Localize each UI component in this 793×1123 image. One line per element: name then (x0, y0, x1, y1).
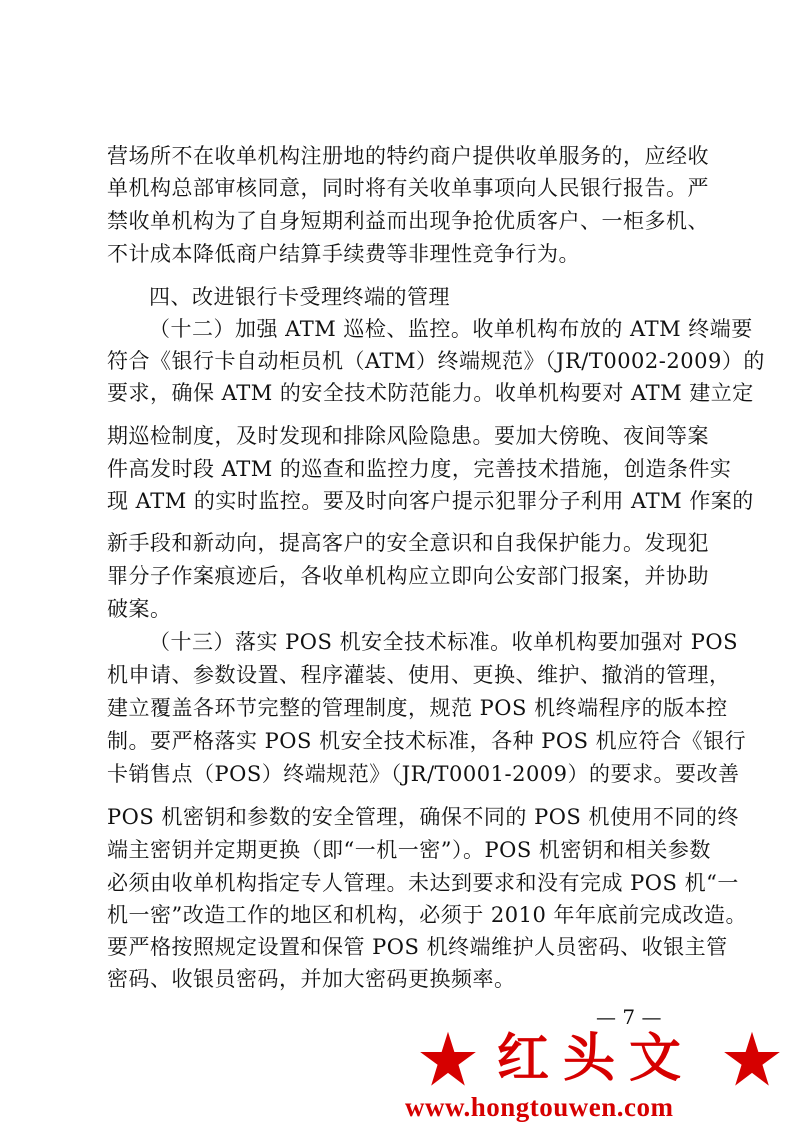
text-line: 制。要严格落实 POS 机安全技术标准，各种 POS 机应符合《银行 (107, 729, 747, 753)
text-line: 卡销售点（POS）终端规范》（JR/T0001-2009）的要求。要改善 (107, 762, 740, 786)
text-line: 机一密”改造工作的地区和机构，必须于 2010 年年底前完成改造。 (107, 903, 748, 927)
star-icon (723, 1030, 781, 1088)
watermark-banner (405, 1028, 793, 1090)
text-line: 必须由收单机构指定专人管理。未达到要求和没有完成 POS 机“一 (107, 871, 739, 895)
text-line: 要严格按照规定设置和保管 POS 机终端维护人员密码、收银主管 (107, 935, 728, 959)
text-line: 符合《银行卡自动柜员机（ATM）终端规范》（JR/T0002-2009）的 (107, 349, 765, 373)
text-line: （十三）落实 POS 机安全技术标准。收单机构要加强对 POS (149, 630, 738, 654)
text-line: 期巡检制度，及时发现和排除风险隐患。要加大傍晚、夜间等案 (107, 424, 709, 448)
star-icon (419, 1030, 477, 1088)
text-line: 新手段和新动向，提高客户的安全意识和自我保护能力。发现犯 (107, 531, 709, 555)
text-line: 建立覆盖各环节完整的管理制度，规范 POS 机终端程序的版本控 (107, 696, 728, 720)
text-line: 机申请、参数设置、程序灌装、使用、更换、维护、撤消的管理， (107, 663, 731, 687)
watermark-url: www.hongtouwen.com (405, 1092, 674, 1122)
text-line: 营场所不在收单机构注册地的特约商户提供收单服务的，应经收 (107, 144, 709, 168)
text-line: 件高发时段 ATM 的巡查和监控力度，完善技术措施，创造条件实 (107, 457, 732, 481)
section-heading: 四、改进银行卡受理终端的管理 (149, 285, 450, 309)
text-line: 不计成本降低商户结算手续费等非理性竞争行为。 (107, 242, 580, 266)
text-line: 罪分子作案痕迹后，各收单机构应立即向公安部门报案，并协助 (107, 564, 709, 588)
text-line: 端主密钥并定期更换（即“一机一密”）。POS 机密钥和相关参数 (107, 838, 711, 862)
text-line: 破案。 (107, 597, 172, 621)
text-line: 密码、收银员密码，并加大密码更换频率。 (107, 967, 516, 991)
text-line: 禁收单机构为了自身短期利益而出现争抢优质客户、一柜多机、 (107, 209, 709, 233)
watermark (405, 1028, 793, 1123)
text-line: POS 机密钥和参数的安全管理，确保不同的 POS 机使用不同的终 (107, 805, 739, 829)
text-line: 单机构总部审核同意，同时将有关收单事项向人民银行报告。严 (107, 176, 709, 200)
watermark-title: 红头文 (497, 1028, 696, 1089)
text-line: 现 ATM 的实时监控。要及时向客户提示犯罪分子利用 ATM 作案的 (107, 489, 754, 513)
page-number: — 7 — (596, 1005, 662, 1029)
text-line: （十二）加强 ATM 巡检、监控。收单机构布放的 ATM 终端要 (149, 317, 753, 341)
text-line: 要求，确保 ATM 的安全技术防范能力。收单机构要对 ATM 建立定 (107, 381, 754, 405)
